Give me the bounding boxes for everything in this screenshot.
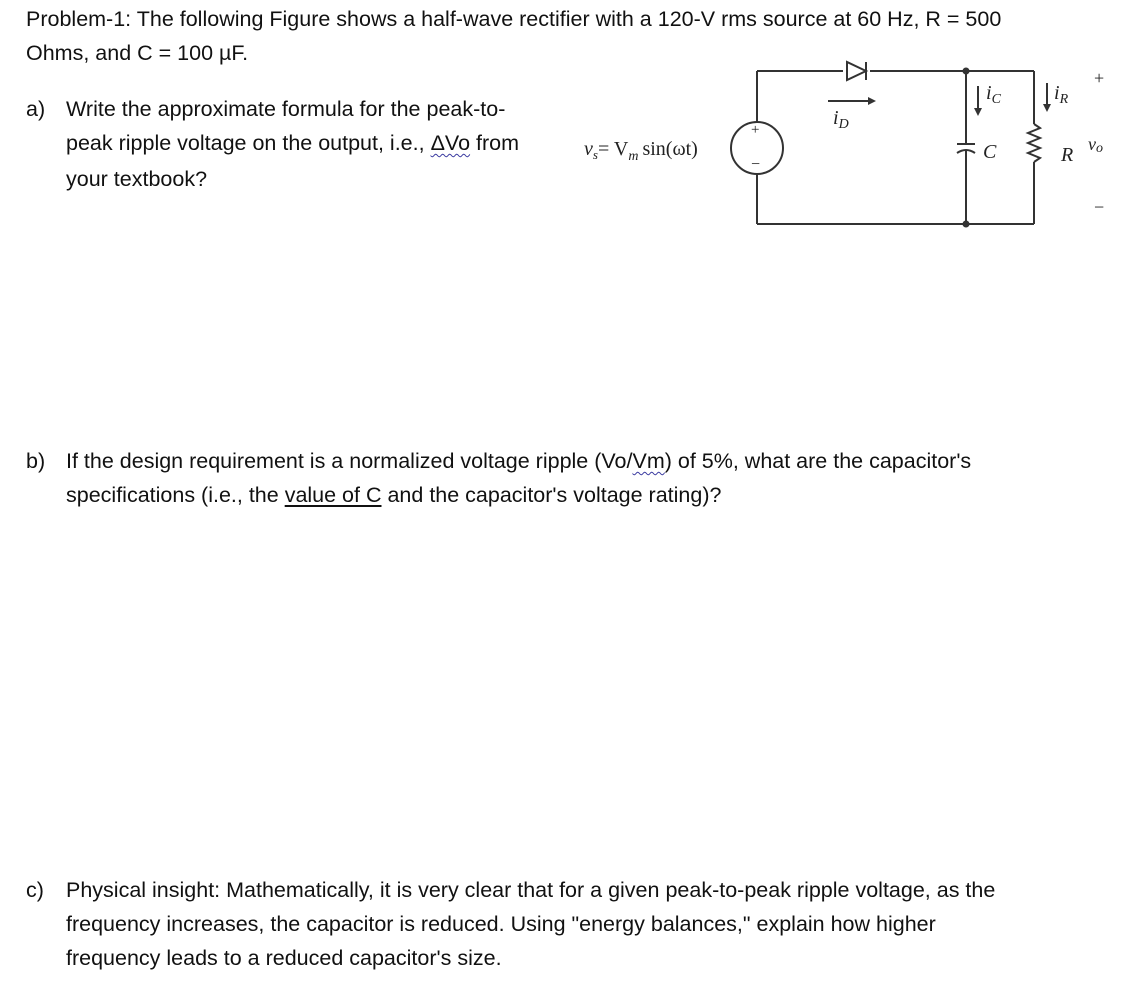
resistor — [1028, 124, 1040, 162]
part-c-line-2: frequency increases, the capacitor is reduced. Using "energy balances," explain how higher — [66, 912, 936, 936]
iC-arrowhead — [974, 108, 982, 116]
part-c-line-3: frequency leads to a reduced capacitor's size. — [66, 946, 502, 970]
source-minus: − — [751, 156, 761, 173]
source-label: $v_s= V_m$ sin(ωt) — [584, 138, 698, 164]
R-label: R — [1061, 144, 1074, 166]
iR-label: $i_R$ — [1054, 82, 1069, 107]
part-a-line-1: Write the approximate formula for the peak-to- — [66, 97, 506, 121]
iR-arrowhead — [1043, 104, 1051, 112]
part-b-line-2: specifications (i.e., the value of C and the capacitor's voltage rating)? — [66, 483, 722, 507]
iD-label: $i_D$ — [833, 107, 849, 132]
part-b-line-1: If the design requirement is a normalized voltage ripple (Vo/Vm) of 5%, what are the capacitor's — [66, 449, 972, 473]
node-top — [963, 68, 970, 75]
output-plus: + — [1094, 68, 1105, 88]
problem-line-1: Problem-1: The following Figure shows a half-wave rectifier with a 120-V rms source at 60 Hz, R = 500 — [26, 7, 1002, 31]
part-c-line-1: Physical insight: Mathematically, it is very clear that for a given peak-to-peak ripple voltage, as the — [66, 878, 996, 902]
problem-line-2: Ohms, and C = 100 µF. — [26, 41, 249, 65]
part-a-line-2: peak ripple voltage on the output, i.e., ΔVo from — [66, 131, 520, 155]
part-b-label: b) — [26, 449, 46, 473]
output-minus: − — [1094, 197, 1105, 217]
iD-arrowhead — [868, 97, 876, 105]
source-plus: + — [751, 122, 760, 138]
C-label: C — [983, 141, 997, 163]
rectifier-circuit — [570, 55, 1124, 240]
iC-label: $i_C$ — [986, 82, 1001, 107]
node-bottom — [963, 221, 970, 228]
part-a-label: a) — [26, 97, 46, 121]
part-c-label: c) — [26, 878, 44, 902]
vo-label: vo — [1088, 134, 1103, 156]
diode-body — [847, 62, 866, 80]
part-a-line-3: your textbook? — [66, 167, 208, 191]
